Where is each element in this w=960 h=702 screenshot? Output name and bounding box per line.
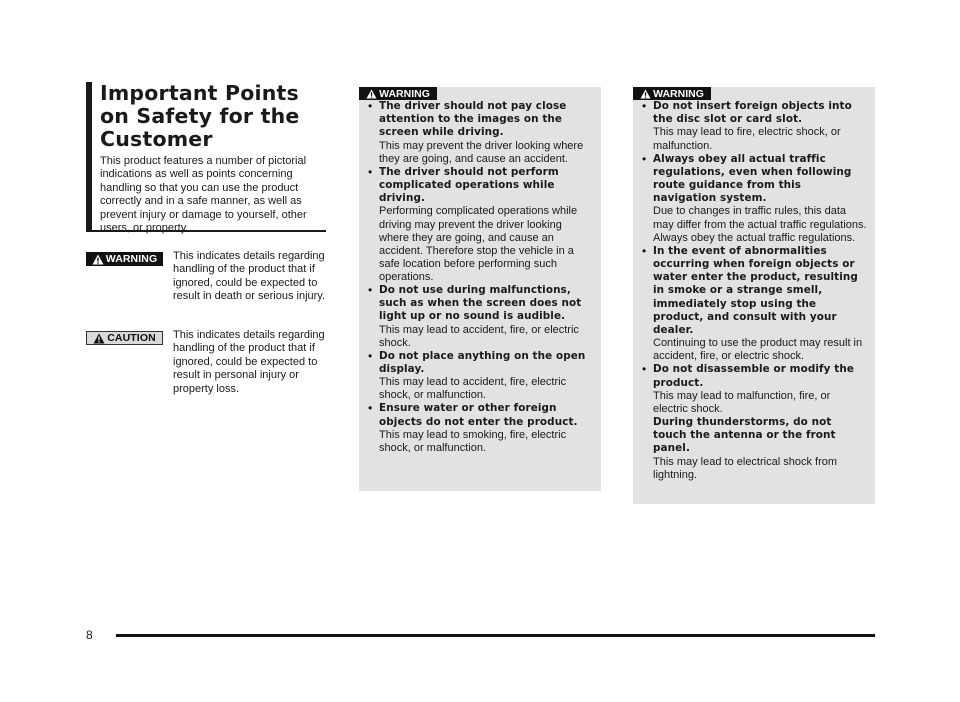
list-item bbox=[641, 363, 867, 481]
intro-paragraph: This product features a number of pictorial indications as well as points concerning handling so that you can use the product correctly and in a safe manner, as well as prevent injury or damage to yourself, other users, or property. bbox=[100, 155, 307, 235]
item-body: Continuing to use the product may result in accident, fire, or electric shock. bbox=[653, 337, 863, 363]
item-heading: • Do not insert foreign objects into the disc slot or card slot. bbox=[653, 100, 852, 126]
item-heading: • Do not use during malfunctions, such as when the screen does not light up or no sound is audible. bbox=[379, 283, 582, 323]
panel-2-badge-label: WARNING bbox=[653, 87, 704, 100]
item-body: This may lead to fire, electric shock, or malfunction. bbox=[653, 126, 841, 152]
warning-triangle-icon bbox=[366, 89, 377, 99]
item-body: Performing complicated operations while driving may prevent the driver looking where they are going, and cause an accident. Therefore stop the vehicle in a safe location before performing such operations. bbox=[379, 205, 578, 283]
warning-badge bbox=[86, 252, 163, 266]
item-body: This may prevent the driver looking where they are going, and cause an accident. bbox=[379, 139, 584, 165]
warning-panel-1 bbox=[359, 87, 601, 491]
caution-triangle-icon bbox=[93, 333, 105, 344]
item-body: This may lead to accident, fire, or electric shock. bbox=[379, 323, 579, 349]
item-heading: • The driver should not pay close attention to the images on the screen while driving. bbox=[379, 100, 567, 139]
item-body-extra: This may lead to electrical shock from lightning. bbox=[653, 455, 838, 481]
item-heading: • Always obey all actual traffic regulations, even when following route guidance from this navigation system. bbox=[653, 152, 852, 205]
list-item bbox=[641, 153, 867, 245]
panel-1-badge-label: WARNING bbox=[379, 87, 430, 100]
item-subheading: During thunderstorms, do not touch the antenna or the front panel. bbox=[653, 415, 836, 455]
item-heading: • The driver should not perform complicated operations while driving. bbox=[379, 165, 559, 205]
item-heading: • Do not disassemble or modify the product. bbox=[653, 363, 854, 389]
item-body: Due to changes in traffic rules, this data may differ from the actual traffic regulations. bbox=[653, 205, 867, 231]
warning-badge-label: WARNING bbox=[105, 253, 158, 265]
item-body: This may lead to accident, fire, electric shock, or malfunction. bbox=[379, 376, 567, 402]
panel-1-list bbox=[367, 100, 593, 455]
list-item bbox=[367, 100, 593, 166]
caution-badge-label: CAUTION bbox=[107, 332, 156, 344]
caution-description: This indicates details regarding handling of the product that if ignored, could be expected to result in personal injury or property loss. bbox=[173, 329, 325, 395]
item-heading: • In the event of abnormalities occurring when foreign objects or water enter the product, resulting in smoke or a strange smell, immediately stop using the product, and consult with your dealer. bbox=[653, 244, 858, 336]
list-item bbox=[641, 245, 867, 364]
footer-rule bbox=[116, 634, 875, 637]
warning-triangle-icon bbox=[640, 89, 651, 99]
list-item bbox=[367, 284, 593, 350]
item-body: This may lead to malfunction, fire, or electric shock. bbox=[653, 389, 831, 415]
page-title: Important Points on Safety for the Customer bbox=[100, 81, 300, 151]
warning-description: This indicates details regarding handling of the product that if ignored, could be expected to result in death or serious injury. bbox=[173, 250, 326, 303]
caution-badge bbox=[86, 331, 163, 345]
item-heading: • Do not place anything on the open display. bbox=[379, 349, 586, 375]
title-block bbox=[86, 81, 326, 235]
panel-2-list bbox=[641, 100, 867, 482]
warning-triangle-icon bbox=[92, 254, 104, 265]
list-item bbox=[367, 166, 593, 284]
list-item bbox=[367, 350, 593, 403]
warning-panel-2 bbox=[633, 87, 875, 504]
list-item bbox=[641, 100, 867, 153]
item-body: This may lead to smoking, fire, electric shock, or malfunction. bbox=[379, 428, 567, 454]
page-number: 8 bbox=[86, 628, 93, 642]
item-body-extra: Always obey the actual traffic regulations. bbox=[653, 231, 856, 244]
item-heading: • Ensure water or other foreign objects do not enter the product. bbox=[379, 402, 578, 428]
list-item bbox=[367, 402, 593, 455]
